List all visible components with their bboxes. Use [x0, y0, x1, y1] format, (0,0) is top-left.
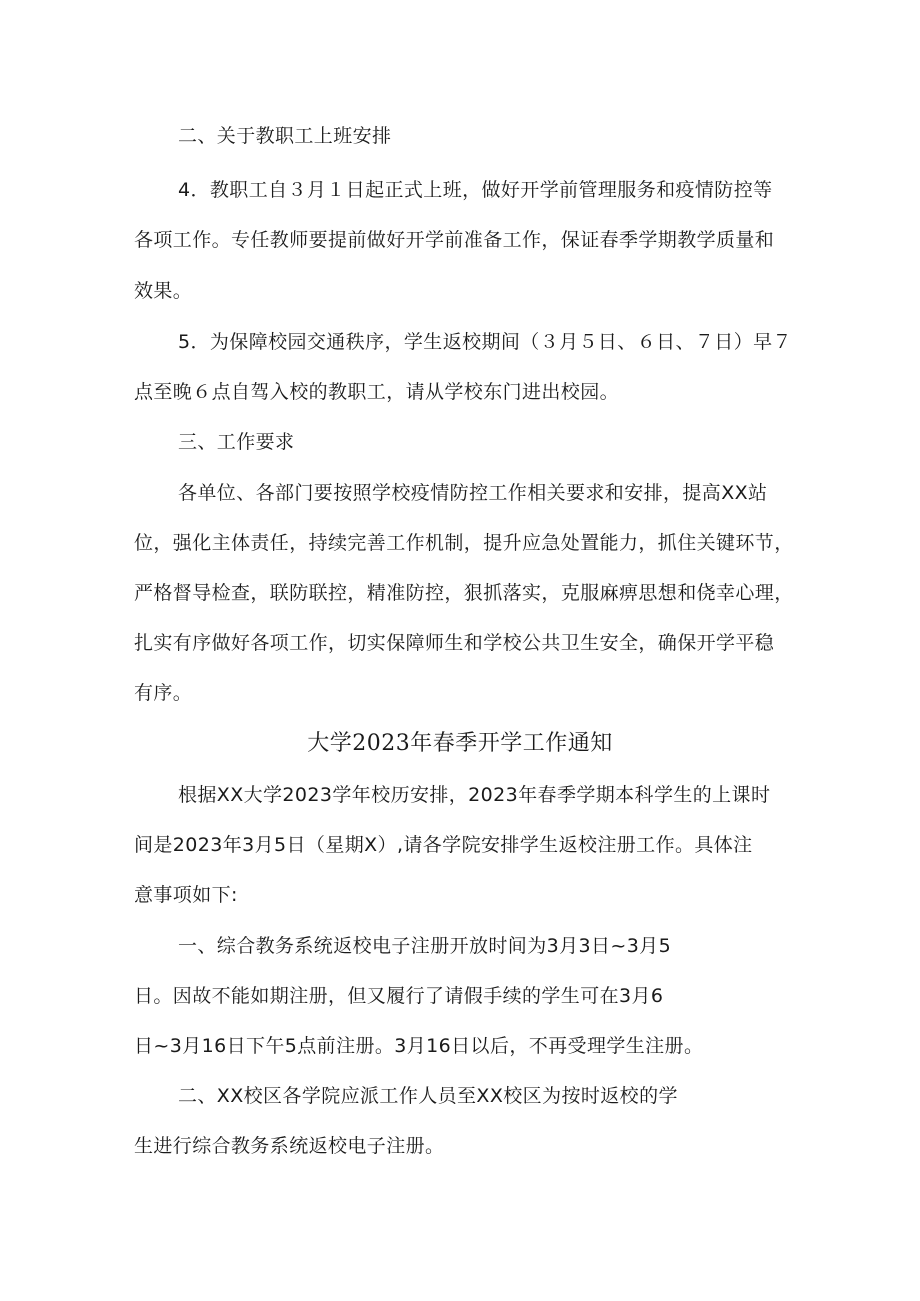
item4-line-3: 效果。	[134, 280, 193, 302]
section3-body-line-3: 严格督导检查，联防联控，精准防控，狠抓落实，克服麻痹思想和侥幸心理，	[134, 582, 794, 604]
section3-body-line-4: 扎实有序做好各项工作，切实保障师生和学校公共卫生安全，确保开学平稳	[134, 632, 775, 654]
section3-body-line-2: 位，强化主体责任，持续完善工作机制，提升应急处置能力，抓住关键环节，	[134, 532, 794, 554]
item5-line-1: 5．为保障校园交通秩序，学生返校期间（３月５日、６日、７日）早７	[178, 331, 792, 353]
item5-line-2: 点至晚６点自驾入校的教职工，请从学校东门进出校园。	[134, 381, 620, 403]
notice-intro-line-3: 意事项如下:	[134, 884, 238, 906]
point1-line-3: 日~3月16日下午5点前注册。3月16日以后，不再受理学生注册。	[134, 1035, 704, 1057]
item4-line-2: 各项工作。专任教师要提前做好开学前准备工作，保证春季学期教学质量和	[134, 229, 775, 251]
point1-line-2: 日。因故不能如期注册，但又履行了请假手续的学生可在3月6	[134, 985, 664, 1007]
section3-body-line-1: 各单位、各部门要按照学校疫情防控工作相关要求和安排，提高XX站	[178, 482, 768, 504]
section3-body-line-5: 有序。	[134, 682, 193, 704]
point1-line-1: 一、综合教务系统返校电子注册开放时间为3月3日~3月5	[178, 935, 672, 957]
item4-line-1: 4．教职工自３月１日起正式上班，做好开学前管理服务和疫情防控等	[178, 179, 773, 201]
notice-title: 大学2023年春季开学工作通知	[307, 731, 613, 756]
point2-line-1: 二、XX校区各学院应派工作人员至XX校区为按时返校的学	[178, 1085, 678, 1107]
notice-intro-line-2: 间是2023年3月5日（星期X）,请各学院安排学生返校注册工作。具体注	[134, 834, 753, 856]
section2-heading: 二、关于教职工上班安排	[178, 125, 392, 147]
notice-intro-line-1: 根据XX大学2023学年校历安排，2023年春季学期本科学生的上课时	[178, 784, 771, 806]
section3-heading: 三、工作要求	[178, 431, 295, 453]
point2-line-2: 生进行综合教务系统返校电子注册。	[134, 1135, 445, 1157]
